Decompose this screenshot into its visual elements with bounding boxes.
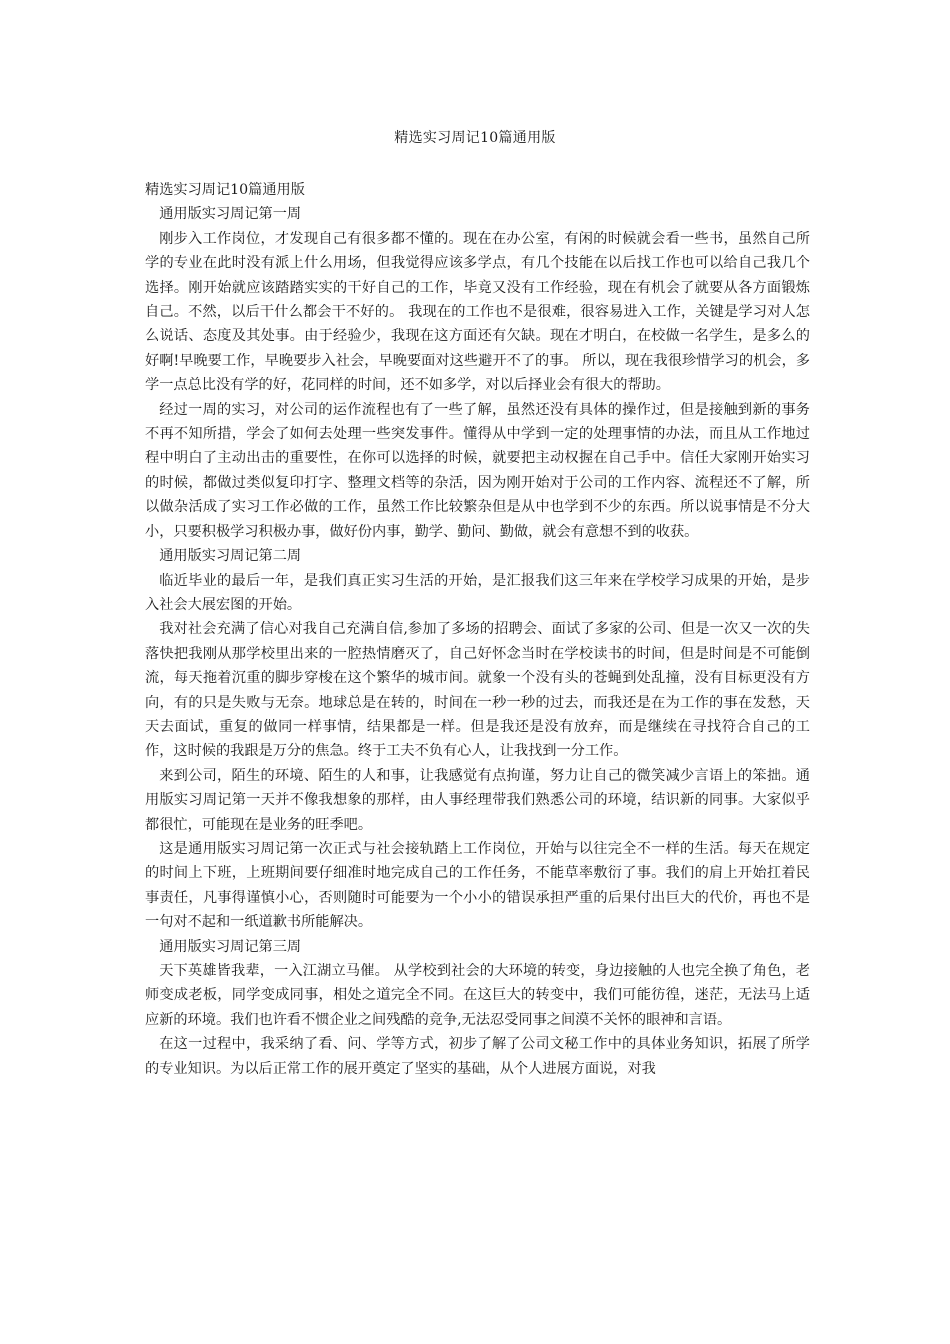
document-subtitle: 精选实习周记10篇通用版 bbox=[145, 182, 305, 198]
paragraph: 天下英雄皆我辈，一入江湖立马催。 从学校到社会的大环境的转变，身边接触的人也完全换了角色，老师变成老板，同学变成同事，相处之道完全不同。在这巨大的转变中，我们可能彷徨，迷茫，无法马上适应新的环境。我们也许看不惯企业之间残酷的竞争,无法忍受同事之间漠不关怀的眼神和言语。 bbox=[145, 963, 810, 1028]
paragraph: 刚步入工作岗位，才发现自己有很多都不懂的。现在在办公室，有闲的时候就会看一些书，虽然自己所学的专业在此时没有派上什么用场，但我觉得应该多学点，有几个技能在以后找工作也可以给自己我几个选择。刚开始就应该踏踏实实的干好自己的工作，毕竟又没有工作经验，现在有机会了就要从各方面锻炼自己。不然，以后干什么都会干不好的。 我现在的工作也不是很难，很容易进入工作，关键是学习对人怎么说话、态度及其处事。由于经验少，我现在这方面还有欠缺。现在才明白，在校做一名学生，是多么的好啊!早晚要工作，早晚要步入社会，早晚要面对这些避开不了的事。 所以，现在我很珍惜学习的机会，多学一点总比没有学的好，花同样的时间，还不如多学，对以后择业会有很大的帮助。 bbox=[145, 230, 810, 394]
paragraph: 我对社会充满了信心对我自己充满自信,参加了多场的招聘会、面试了多家的公司、但是一次又一次的失落快把我刚从那学校里出来的一腔热情磨灭了，自己好怀念当时在学校读书的时间，但是时间是不可能倒流，每天拖着沉重的脚步穿梭在这个繁华的城市间。就象一个没有头的苍蝇到处乱撞，没有目标更没有方向，有的只是失败与无奈。地球总是在转的，时间在一秒一秒的过去，而我还是在为工作的事在发愁，天天去面试，重复的做同一样事情，结果都是一样。但是我还是没有放弃，而是继续在寻找符合自己的工作，这时候的我跟是万分的焦急。终于工夫不负有心人，让我找到一分工作。 bbox=[145, 621, 810, 760]
document-body bbox=[145, 178, 810, 1081]
section-heading-week-2: 通用版实习周记第二周 bbox=[159, 548, 302, 565]
paragraph: 在这一过程中，我采纳了看、问、学等方式，初步了解了公司文秘工作中的具体业务知识，拓展了所学的专业知识。为以后正常工作的展开奠定了坚实的基础，从个人进展方面说，对我 bbox=[145, 1036, 810, 1077]
document-title: 精选实习周记10篇通用版 bbox=[394, 130, 556, 146]
section-heading-week-1: 通用版实习周记第一周 bbox=[159, 206, 302, 223]
paragraph: 临近毕业的最后一年，是我们真正实习生活的开始，是汇报我们这三年来在学校学习成果的开始，是步入社会大展宏图的开始。 bbox=[145, 572, 810, 613]
paragraph: 来到公司，陌生的环境、陌生的人和事，让我感觉有点拘谨，努力让自己的微笑减少言语上的笨拙。通用版实习周记第一天并不像我想象的那样，由人事经理带我们熟悉公司的环境，结识新的同事。大家似乎都很忙，可能现在是业务的旺季吧。 bbox=[145, 767, 810, 833]
paragraph: 这是通用版实习周记第一次正式与社会接轨踏上工作岗位，开始与以往完全不一样的生活。每天在规定的时间上下班，上班期间要仔细准时地完成自己的工作任务，不能草率敷衍了事。我们的肩上开始扛着民事责任，凡事得谨慎小心，否则随时可能要为一个小小的错误承担严重的后果付出巨大的代价，再也不是一句对不起和一纸道歉书所能解决。 bbox=[145, 840, 810, 931]
section-heading-week-3: 通用版实习周记第三周 bbox=[159, 938, 302, 955]
paragraph: 经过一周的实习，对公司的运作流程也有了一些了解，虽然还没有具体的操作过，但是接触到新的事务不再不知所措，学会了如何去处理一些突发事件。懂得从中学到一定的处理事情的办法，而且从工作地过程中明白了主动出击的重要性，在你可以选择的时候，就要把主动权握在自己手中。信任大家刚开始实习的时候，都做过类似复印打字、整理文档等的杂活，因为刚开始对于公司的工作内容、流程还不了解，所以做杂活成了实习工作必做的工作，虽然工作比较繁杂但是从中也学到不少的东西。所以说事情是不分大小，只要积极学习积极办事，做好份内事，勤学、勤问、勤做，就会有意想不到的收获。 bbox=[145, 401, 810, 540]
